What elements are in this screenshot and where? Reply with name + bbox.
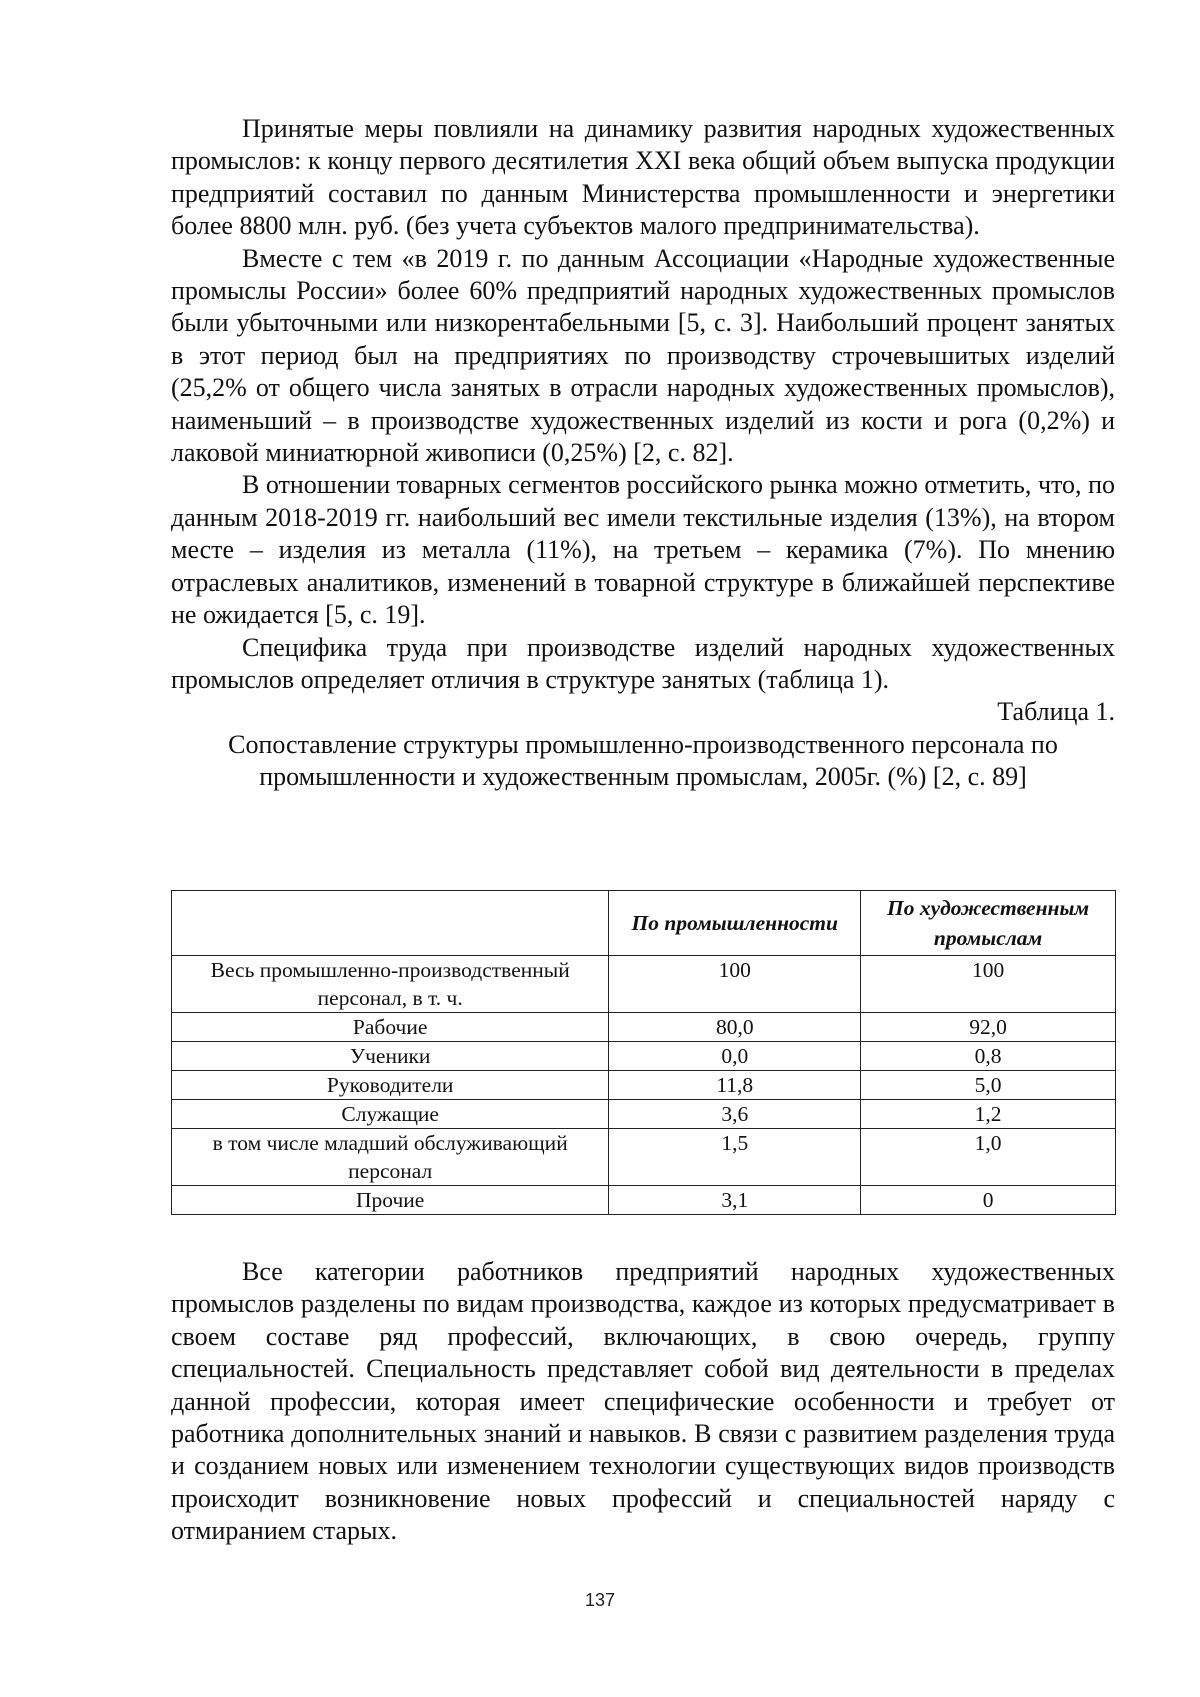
paragraph-2: Вместе с тем «в 2019 г. по данным Ассоциации «Народные художественные промыслы России» более 60% предприятий народных художественных промыслов были убыточными или низкорентабельными [5, с. 3]. Наибольший процент занятых в этот период был на предприятиях по производству строчевышитых изделий (25,2% от общего числа занятых в отрасли народных художественных промыслов), наименьший – в производстве художественных изделий из кости и рога (0,2%) и лаковой миниатюрной живописи (0,25%) [2, с. 82]. — [171, 243, 1115, 468]
table-header-row — [172, 891, 1116, 956]
comparison-table — [171, 890, 1116, 1215]
row-industry-value: 3,6 — [609, 1100, 861, 1129]
row-category: Служащие — [172, 1100, 609, 1129]
row-industry-value: 0,0 — [609, 1042, 861, 1071]
row-category: Прочие — [172, 1186, 609, 1215]
row-crafts-value: 5,0 — [861, 1071, 1116, 1100]
row-category: Руководители — [172, 1071, 609, 1100]
table-label: Таблица 1. — [997, 697, 1115, 727]
table-row — [172, 1071, 1116, 1100]
row-category: Рабочие — [172, 1013, 609, 1042]
header-empty — [172, 891, 609, 956]
row-industry-value: 80,0 — [609, 1013, 861, 1042]
row-crafts-value: 100 — [861, 956, 1116, 1013]
header-crafts: По художественным промыслам — [861, 891, 1116, 956]
row-industry-value: 1,5 — [609, 1129, 861, 1186]
table-row — [172, 1129, 1116, 1186]
table-row — [172, 1013, 1116, 1042]
row-category: в том числе младший обслуживающий персонал — [172, 1129, 609, 1186]
row-crafts-value: 92,0 — [861, 1013, 1116, 1042]
paragraph-4: Специфика труда при производстве изделий народных художественных промыслов определяет отличия в структуре занятых (таблица 1). — [171, 632, 1115, 694]
paragraph-1: Принятые меры повлияли на динамику развития народных художественных промыслов: к концу первого десятилетия XXI века общий объем выпуска продукции предприятий составил по данным Министерства промышленности и энергетики более 8800 млн. руб. (без учета субъектов малого предпринимательства). — [171, 114, 1115, 241]
table-row — [172, 1186, 1116, 1215]
table-title: Сопоставление структуры промышленно-производственного персонала по промышленности и художественным промыслам, 2005г. (%) [2, с. 89] — [228, 729, 1058, 792]
row-crafts-value: 1,2 — [861, 1100, 1116, 1129]
row-category: Весь промышленно-производственный персонал, в т. ч. — [172, 956, 609, 1013]
row-industry-value: 100 — [609, 956, 861, 1013]
table-row — [172, 956, 1116, 1013]
paragraph-5: Все категории работников предприятий народных художественных промыслов разделены по видам производства, каждое из которых предусматривает в своем составе ряд профессий, включающих, в свою очередь, группу специальностей. Специальность представляет собой вид деятельности в пределах данной профессии, которая имеет специфические особенности и требует от работника дополнительных знаний и навыков. В связи с развитием разделения труда и созданием новых или изменением технологии существующих видов производств происходит возникновение новых профессий и специальностей наряду с отмиранием старых. — [171, 1257, 1115, 1546]
page-body — [171, 113, 1115, 794]
row-category: Ученики — [172, 1042, 609, 1071]
header-industry: По промышленности — [609, 891, 861, 956]
row-crafts-value: 0,8 — [861, 1042, 1116, 1071]
row-crafts-value: 0 — [861, 1186, 1116, 1215]
row-crafts-value: 1,0 — [861, 1129, 1116, 1186]
paragraph-3: В отношении товарных сегментов российского рынка можно отметить, что, по данным 2018-2019 гг. наибольший вес имели текстильные изделия (13%), на втором месте – изделия из металла (11%), на третьем – керамика (7%). По мнению отраслевых аналитиков, изменений в товарной структуре в ближайшей перспективе не ожидается [5, с. 19]. — [171, 470, 1115, 630]
page-number: 137 — [584, 1590, 616, 1610]
row-industry-value: 11,8 — [609, 1071, 861, 1100]
row-industry-value: 3,1 — [609, 1186, 861, 1215]
table-row — [172, 1042, 1116, 1071]
page-body-continued — [171, 1256, 1115, 1548]
table-row — [172, 1100, 1116, 1129]
